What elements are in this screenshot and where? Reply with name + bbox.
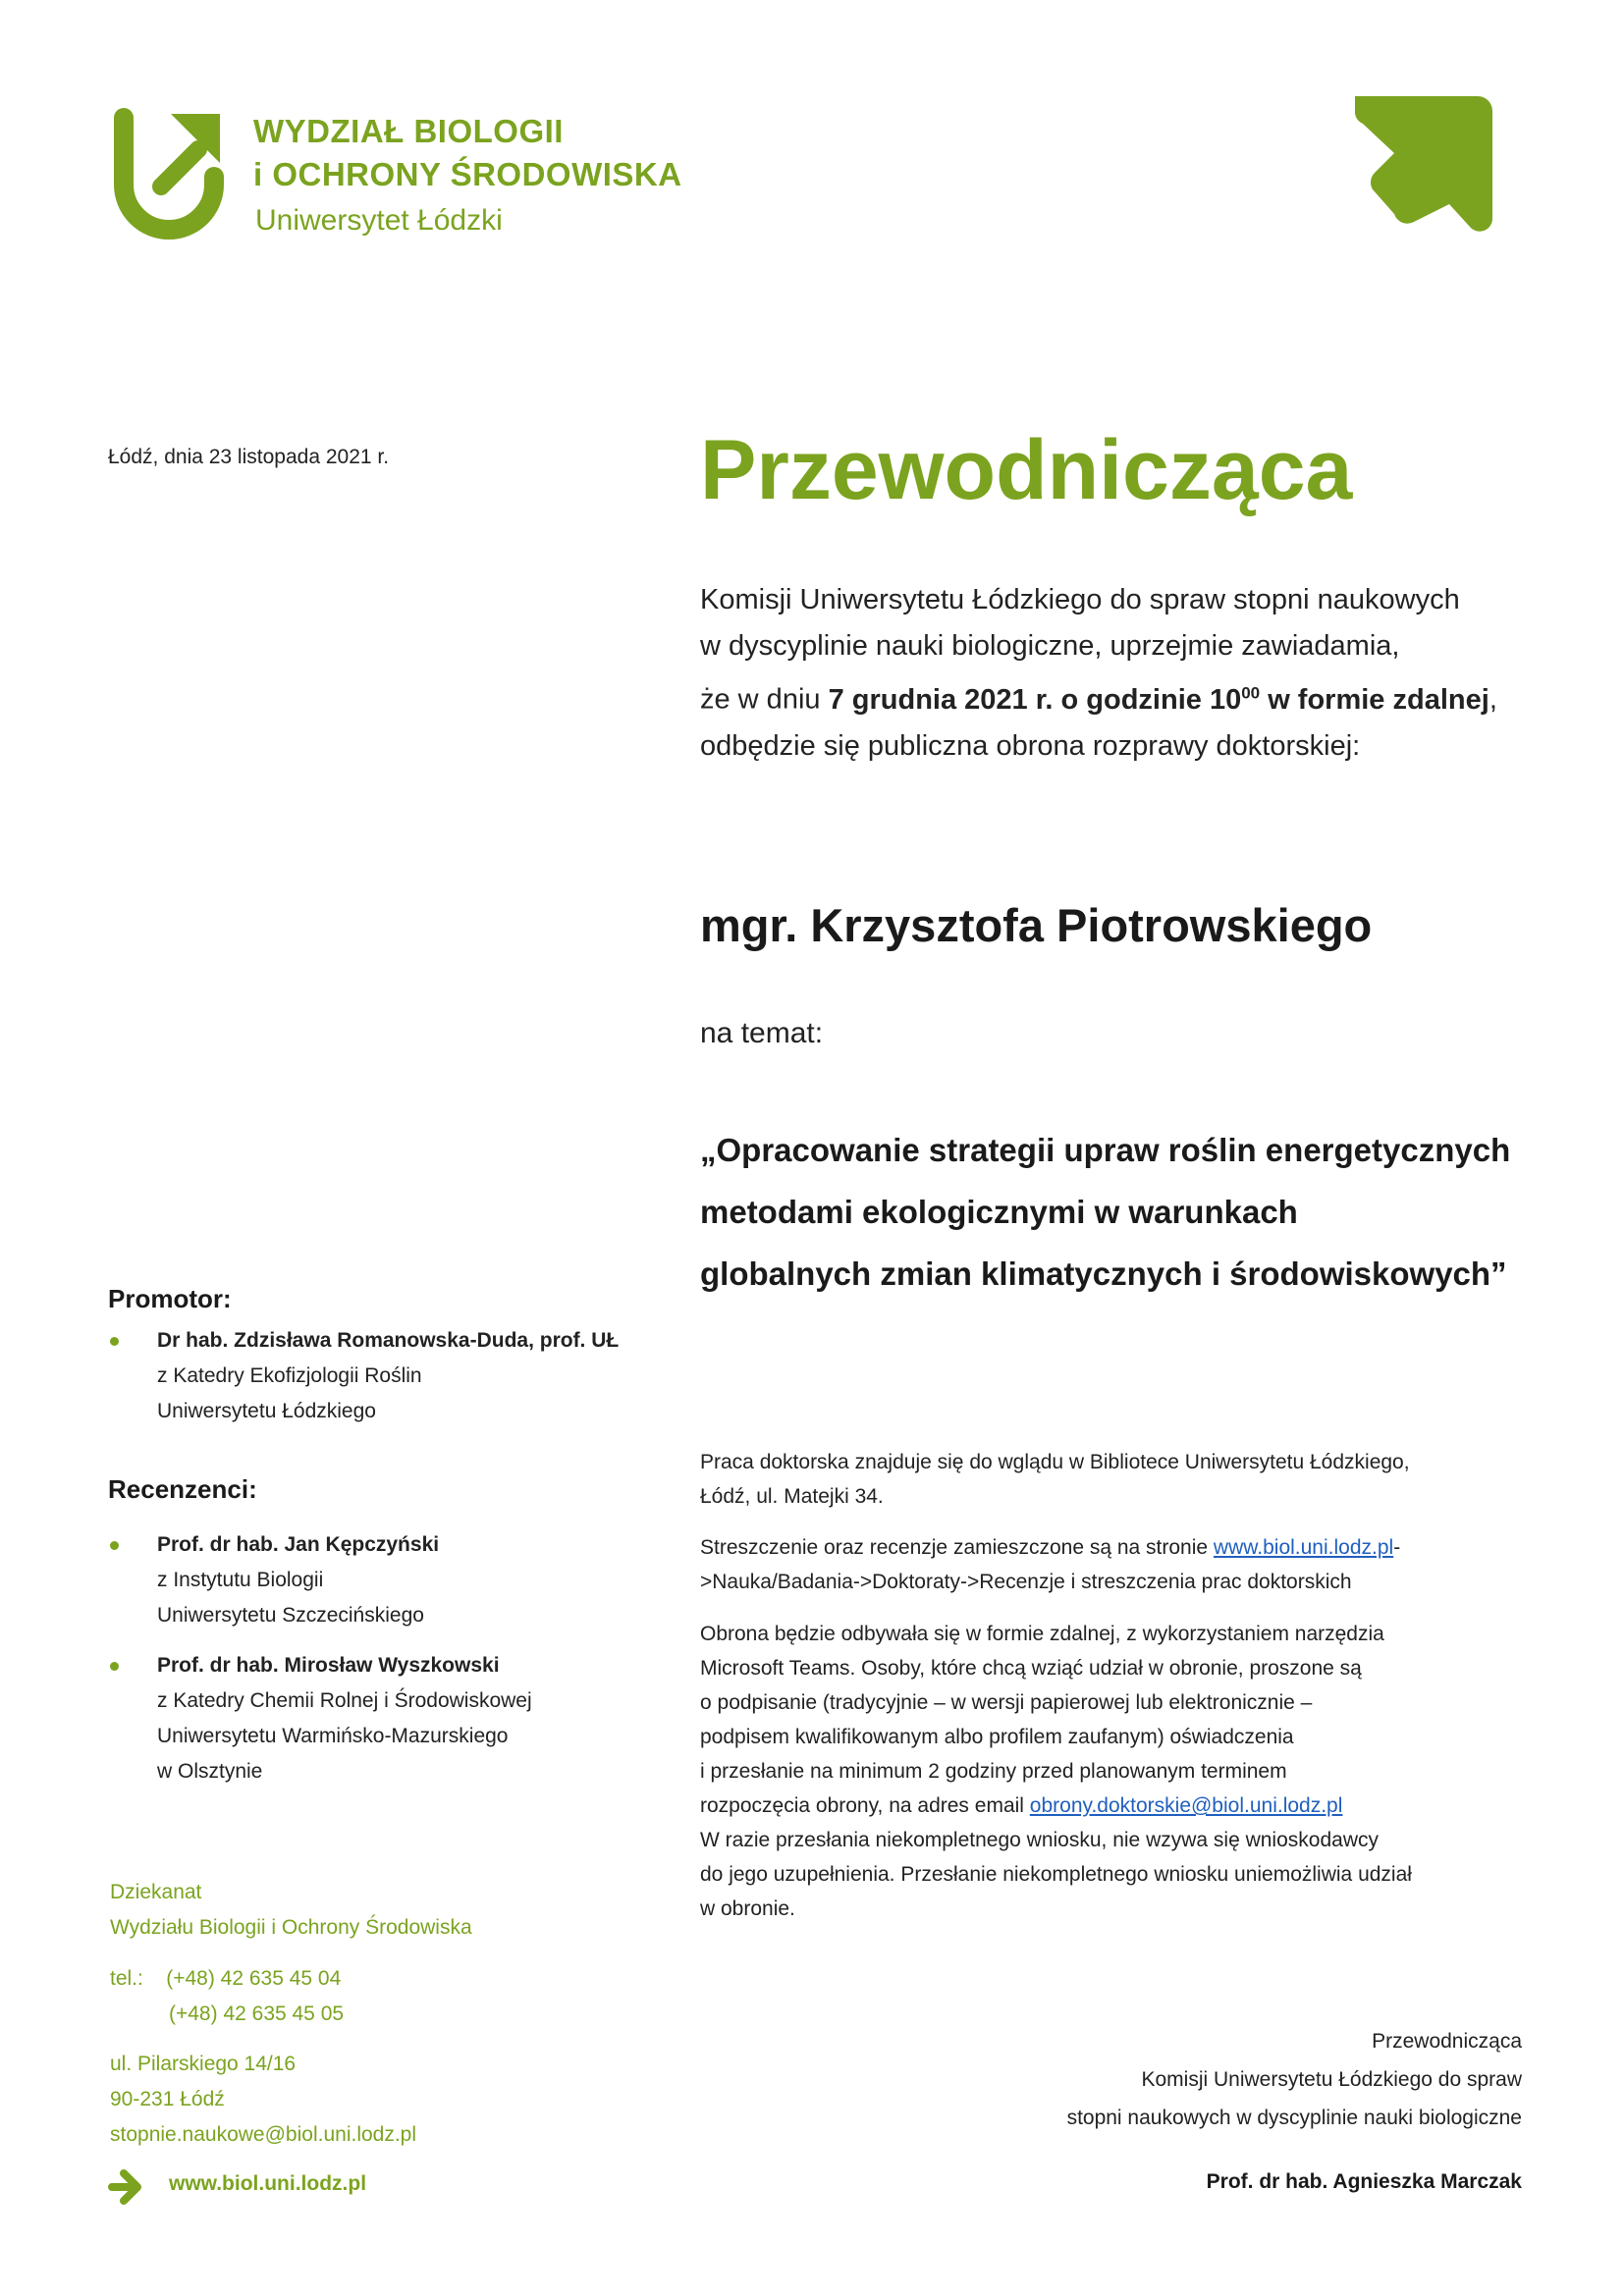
promotor-dept: z Katedry Ekofizjologii Roślin	[157, 1364, 422, 1387]
library-line2: Łódź, ul. Matejki 34.	[700, 1485, 884, 1508]
info-line: Microsoft Teams. Osoby, które chcą wziąć udział w obronie, proszone są	[700, 1657, 1362, 1680]
topic-label: na temat:	[700, 1017, 824, 1049]
info-line: i przesłanie na minimum 2 godziny przed planowanym terminem	[700, 1760, 1287, 1783]
bullet-icon	[110, 1337, 119, 1346]
info-line: Obrona będzie odbywała się w formie zdalnej, z wykorzystaniem narzędzia	[700, 1623, 1384, 1645]
phone-number: (+48) 42 635 45 05	[169, 2002, 345, 2025]
info-line: do jego uzupełnienia. Przesłanie niekompletnego wniosku uniemożliwia udział	[700, 1863, 1412, 1886]
reviewer-entry	[157, 1527, 439, 1633]
signature-name: Prof. dr hab. Agnieszka Marczak	[1206, 2170, 1522, 2193]
website-link[interactable]: www.biol.uni.lodz.pl	[1213, 1536, 1394, 1559]
thesis-line2: metodami ekologicznymi w warunkach	[700, 1194, 1298, 1230]
faculty-logo-icon	[112, 108, 225, 240]
reviewer-city: w Olsztynie	[157, 1760, 263, 1783]
info-line: W razie przesłania niekompletnego wniosku, nie wzywa się wnioskodawcy	[700, 1829, 1379, 1851]
info-line: podpisem kwalifikowanym albo profilem zaufanym) oświadczenia	[700, 1726, 1294, 1748]
website-footer-link[interactable]: www.biol.uni.lodz.pl	[169, 2172, 367, 2195]
email-line: rozpoczęcia obrony, na adres email obrony.doktorskie@biol.uni.lodz.pl	[700, 1794, 1343, 1817]
address-street: ul. Pilarskiego 14/16	[110, 2053, 297, 2075]
faculty-name-line1: WYDZIAŁ BIOLOGII	[253, 113, 564, 149]
intro-line3: że w dniu 7 grudnia 2021 r. o godzinie $10^{00}$ w formie zdalnej,	[700, 683, 1497, 716]
arrow-up-right-icon	[1355, 96, 1492, 232]
signature-role: Przewodnicząca	[1372, 2030, 1522, 2053]
defense-date: 7 grudnia 2021 r. o godzinie $10^{00}$ w formie zdalnej	[828, 683, 1489, 716]
reviewer-name: Prof. dr hab. Mirosław Wyszkowski	[157, 1654, 500, 1677]
dean-office	[110, 1875, 472, 1946]
reviews-info	[700, 1530, 1544, 1599]
defense-email-link[interactable]: obrony.doktorskie@biol.uni.lodz.pl	[1029, 1794, 1343, 1817]
library-info	[700, 1445, 1544, 1514]
dean-address	[110, 2047, 416, 2153]
intro-line4: odbędzie się publiczna obrona rozprawy doktorskiej:	[700, 729, 1361, 762]
dean-phone	[110, 1961, 344, 2032]
address-city: 90-231 Łódź	[110, 2088, 225, 2110]
reviewers-heading: Recenzenci:	[108, 1474, 257, 1504]
promotor-heading: Promotor:	[108, 1284, 232, 1313]
signature-block	[1067, 2022, 1522, 2137]
remote-defense-info	[700, 1617, 1544, 1926]
dean-office-line1: Dziekanat	[110, 1881, 202, 1903]
phone-number: (+48) 42 635 45 04	[166, 1967, 342, 1990]
reviews-line1: Streszczenie oraz recenzje zamieszczone są na stronie www.biol.uni.lodz.pl-	[700, 1536, 1401, 1559]
intro-line2: w dyscyplinie nauki biologiczne, uprzejmie zawiadamia,	[700, 630, 1400, 662]
arrow-right-icon	[108, 2167, 143, 2207]
reviewer-university: Uniwersytetu Warmińsko-Mazurskiego	[157, 1725, 509, 1747]
promotor-university: Uniwersytetu Łódzkiego	[157, 1400, 376, 1422]
bullet-icon	[110, 1541, 119, 1550]
faculty-name-line2: i OCHRONY ŚRODOWISKA	[253, 156, 682, 192]
info-line: o podpisanie (tradycyjnie – w wersji papierowej lub elektronicznie –	[700, 1691, 1313, 1714]
promotor-entry	[157, 1323, 619, 1429]
reviewer-dept: z Instytutu Biologii	[157, 1569, 324, 1591]
thesis-line3: globalnych zmian klimatycznych i środowiskowych”	[700, 1255, 1507, 1292]
reviewer-entry	[157, 1648, 532, 1789]
signature-discipline: stopni naukowych w dyscyplinie nauki biologiczne	[1066, 2107, 1522, 2129]
promotor-name: Dr hab. Zdzisława Romanowska-Duda, prof. UŁ	[157, 1329, 620, 1352]
info-line: w obronie.	[700, 1897, 795, 1920]
reviewer-dept: z Katedry Chemii Rolnej i Środowiskowej	[157, 1689, 532, 1712]
library-line1: Praca doktorska znajduje się do wglądu w Bibliotece Uniwersytetu Łódzkiego,	[700, 1451, 1410, 1473]
announcement-intro	[700, 577, 1564, 770]
reviews-line2: >Nauka/Badania->Doktoraty->Recenzje i streszczenia prac doktorskich	[700, 1571, 1352, 1593]
bullet-icon	[110, 1662, 119, 1671]
thesis-line1: „Opracowanie strategii upraw roślin energetycznych	[700, 1132, 1511, 1168]
page-title: Przewodnicząca	[700, 423, 1353, 517]
signature-committee: Komisji Uniwersytetu Łódzkiego do spraw	[1141, 2068, 1522, 2091]
thesis-title	[700, 1119, 1584, 1305]
phone-label: tel.:	[110, 1967, 143, 1990]
university-name: Uniwersytet Łódzki	[255, 204, 503, 237]
dean-office-line2: Wydziału Biologii i Ochrony Środowiska	[110, 1916, 472, 1939]
dean-email[interactable]: stopnie.naukowe@biol.uni.lodz.pl	[110, 2123, 417, 2146]
document-date: Łódź, dnia 23 listopada 2021 r.	[108, 446, 390, 468]
reviewer-name: Prof. dr hab. Jan Kępczyński	[157, 1533, 440, 1556]
reviewer-university: Uniwersytetu Szczecińskiego	[157, 1604, 424, 1627]
faculty-name	[253, 110, 682, 196]
intro-line1: Komisji Uniwersytetu Łódzkiego do spraw stopni naukowych	[700, 584, 1460, 615]
candidate-name: mgr. Krzysztofa Piotrowskiego	[700, 899, 1373, 951]
